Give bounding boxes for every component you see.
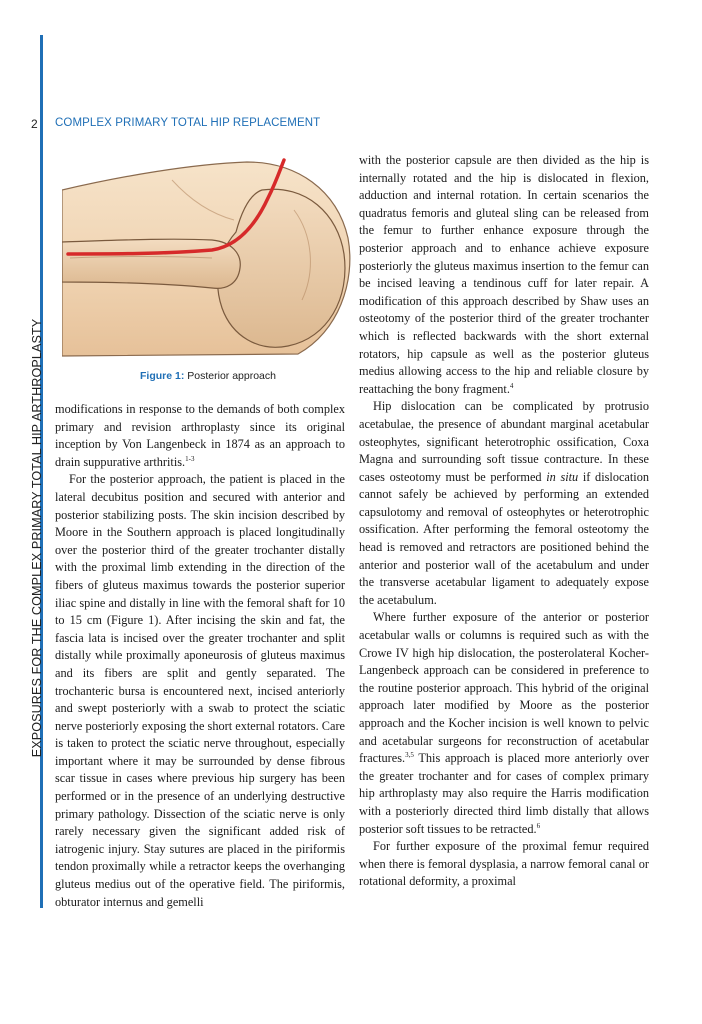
figure-caption-text: Posterior approach <box>184 370 276 382</box>
figure-label: Figure 1: <box>140 370 185 382</box>
running-head: COMPLEX PRIMARY TOTAL HIP REPLACEMENT <box>55 117 321 129</box>
right-paragraph-1: with the posterior capsule are then divided as the hip is internally rotated and the hip is dislocated in flexion, adduction and internal rotation. In certain scenarios the quadratus femoris and gluteal sling can be released from the femur to further enhance exposure through the posterior approach and to enhance achieve exposure posteriorly the gluteus maximus insertion to the femur can be incised leaving a tendinous cuff for later repair. A modification of this approach described by Shaw uses an osteotomy of the posterior third of the greater trochanter which is reflected backwards with the short external rotators, hip capsule as well as the posterior gluteus medius allowing access to the hip and reliable closure by reattaching the bony fragment.$^4$ <box>359 153 649 396</box>
citation-ref: 3,5 <box>405 751 414 760</box>
left-column <box>55 401 345 911</box>
citation-ref: 6 <box>536 821 541 830</box>
citation-ref: 4 <box>509 381 514 390</box>
page-number: 2 <box>31 117 38 131</box>
left-paragraph-1: modifications in response to the demands of both complex primary and revision arthroplasty since its original inception by Von Langenbeck in 1874 as an approach to drain suppurative arthritis.$^{1-3}$ <box>55 402 345 469</box>
right-paragraph-4: For further exposure of the proximal femur required when there is femoral dysplasia, a narrow femoral canal or rotational deformity, a proximal <box>359 839 649 889</box>
figure-illustration <box>62 150 354 360</box>
femoral-shaft <box>62 239 240 288</box>
italic-term: in situ <box>546 469 579 484</box>
citation-ref: 1-3 <box>185 454 195 463</box>
side-title: EXPOSURES FOR THE COMPLEX PRIMARY TOTAL HIP ARTHROPLASTY <box>30 318 44 758</box>
right-column <box>359 152 649 891</box>
figure-caption <box>62 370 354 382</box>
left-paragraph-2: For the posterior approach, the patient is placed in the lateral decubitus position and secured with anterior and posterior stabilizing posts. The skin incision described by Moore in the Southern approach is placed longitudinally over the posterior third of the greater trochanter distally with the proximal limb extending in the direction of the fibers of gluteus maximus towards the posterior superior iliac spine and distally in line with the femoral shaft for 10 to 15 cm (Figure 1). After incising the skin and fat, the fascia lata is incised over the greater trochanter and split distally while proximally aponeurosis of gluteus maximus and its fibers are split and gently separated. The trochanteric bursa is encountered next, incised anteriorly and swept posteriorly with a swab to protect the sciatic nerve posteriorly exposing the short external rotators. Care is taken to protect the sciatic nerve throughout, especially important where it may be surrounded by dense fibrous scar tissue in cases where previous hip surgery has been performed or in the presence of an underlying destructive primary pathology. Dissection of the sciatic nerve is only rarely necessary given the significant added risk of iatrogenic injury. Stay sutures are placed in the piriformis tendon proximally while a retractor keeps the overhanging gluteus medius out of the operative field. The piriformis, obturator internus and gemelli <box>55 472 345 909</box>
right-paragraph-2: Hip dislocation can be complicated by protrusio acetabulae, the presence of abundant marginal acetabular osteophytes, significant heterotrophic ossification, Coxa Magna and surrounding soft tissue contracture. In these cases osteotomy must be performed in situ if dislocation cannot safely be achieved by performing an extended capsulotomy and removal of osteophytes or heterotrophic ossification. After performing the femoral osteotomy the head is removed and retractors are positioned behind the anterior and posterior wall of the acetabulum and under the transverse acetabular ligament to adequately expose the acetabulum. <box>359 399 650 607</box>
hip-illustration <box>62 150 354 360</box>
right-paragraph-3: Where further exposure of the anterior or posterior acetabular walls or columns is required such as with the Crowe IV high hip dislocation, the posterolateral Kocher-Langenbeck approach can be considered in preference to the routine posterior approach. This hybrid of the original approach later modified by Moore as the posterior approach and the Kocher incision is well known to pelvic and acetabular surgeons for reconstruction of acetabular fractures.$^{3,5}$ This approach is placed more anteriorly over the greater trochanter and for cases of complex primary hip arthroplasty may also require the Harris modification with a posteriorly directed third limb distally that allows posterior soft tissues to be retracted.$^6$ <box>359 610 649 836</box>
